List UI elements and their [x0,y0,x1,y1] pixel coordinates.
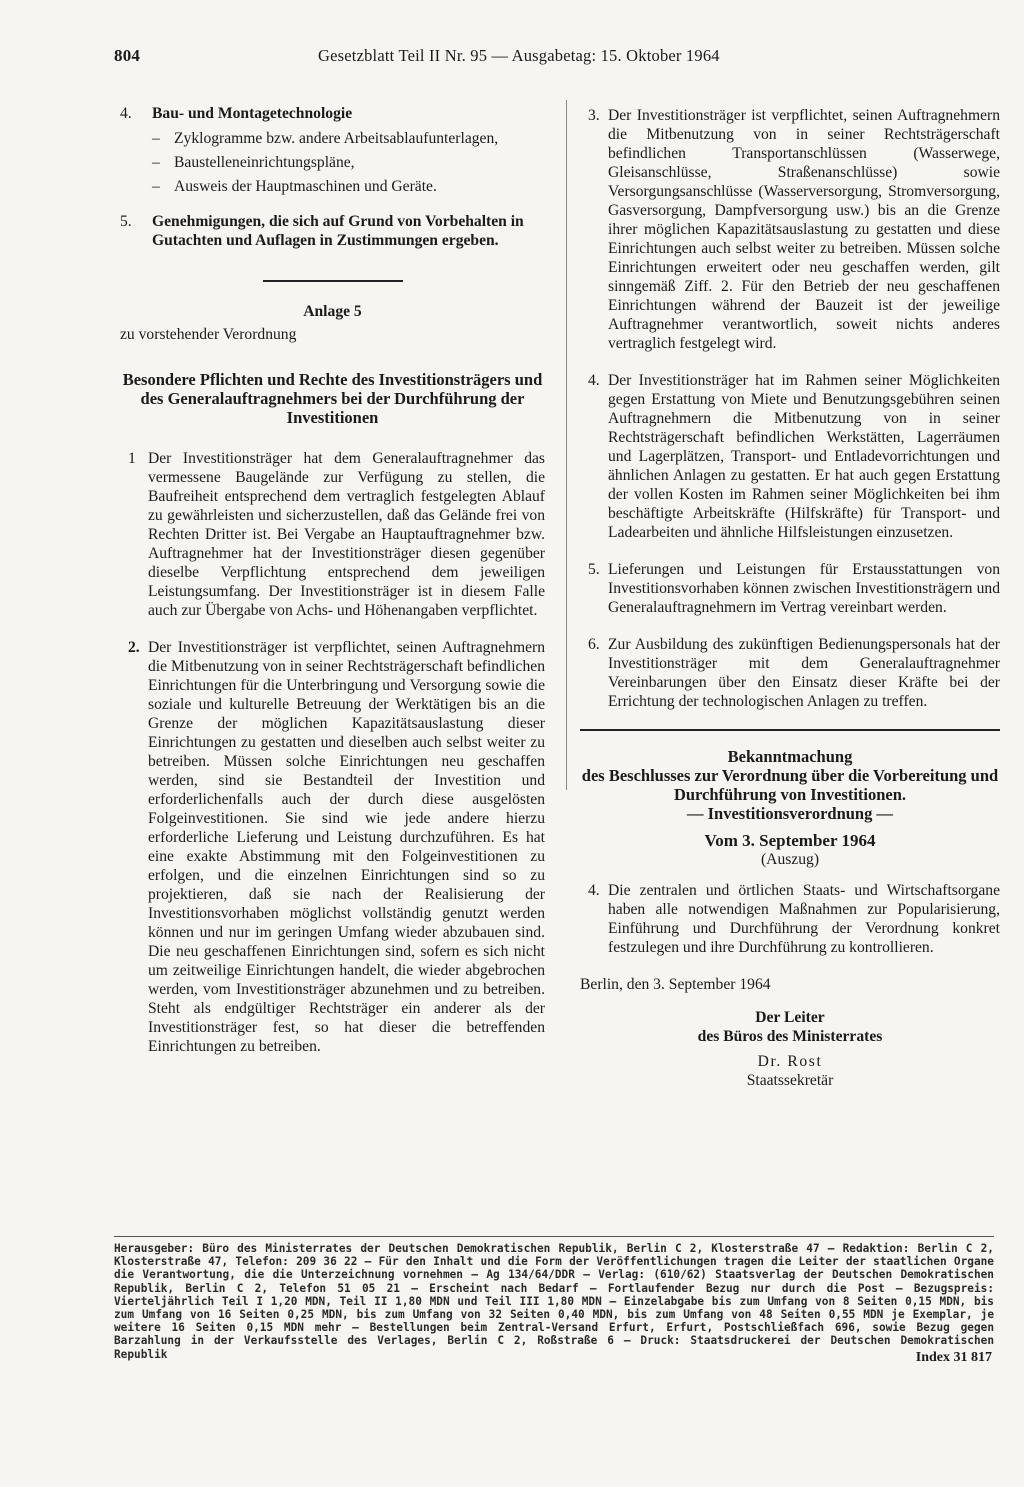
left-column [120,104,545,1074]
item-number: 4. [120,105,132,122]
item-text: Genehmigungen, die sich auf Grund von Vorbehalten in Gutachten und Auflagen in Zustimmungen ergeben. [152,213,524,249]
paragraph-2 [120,638,545,1056]
paragraph-3 [580,106,1000,353]
annex-subtitle: zu vorstehender Verordnung [120,326,297,343]
list-item: – Baustelleneinrichtungspläne, [152,153,545,172]
item-number: 5. [120,213,132,230]
announcement-excerpt-note: (Auszug) [760,851,820,868]
paragraph-number: 3. [588,107,600,124]
paragraph-text: Der Investitionsträger hat im Rahmen seiner Möglichkeiten gegen Erstattung von Miete und Benutzungsgebühren seinen Auftragnehmern die Mitbenutzung von in seiner Rechtsträgerschaft befindlichen Werkstätten, Lagerräumen und Lagerplätzen, Transport- und Entladevorrichtungen und ähnlichen Anlagen zu gestatten. Er hat auch gegen Erstattung der vollen Kosten im Rahmen seiner Möglichkeiten bei ihm beschäftigte Arbeitskräfte (Hilfskräfte) für Transport- und Ladearbeiten und ähnliche Hilfsleistungen einzusetzen. [608,372,1000,541]
list-item-5 [120,212,545,250]
announcement-date: Vom 3. September 1964 [704,831,876,850]
paragraph-text: Die zentralen und örtlichen Staats- und Wirtschaftsorgane haben alle notwendigen Maßnahmen zur Popularisierung, Einführung und Durchführung der Verordnung konkret festzulegen und ihre Durchführung zu kontrollieren. [608,882,1000,956]
paragraph-text: Zur Ausbildung des zukünftigen Bedienungspersonals hat der Investitionsträger mit dem Generalauftragnehmer Vereinbarungen über den Einsatz dieser Kräfte bei der Errichtung der technologischen Anlagen zu treffen. [608,636,1000,710]
paragraph-text: Der Investitionsträger ist verpflichtet, seinen Auftragnehmern die Mitbenutzung von in seiner Rechtsträgerschaft befindlichen Einrichtungen für die Unterbringung und Versorgung sowie die soziale und kulturelle Betreuung der Werktätigen bis an die Grenze der möglichen Kapazitätsauslastung dieser Einrichtungen zu gestatten und dieselben auch selbst weiter zu betreiben. Müssen solche Einrichtungen neu geschaffen werden, sind sie Bestandteil der Investition und erforderlichenfalls auch der durch diese ausgelösten Folgeinvestitionen. Sie sind wie jede andere hierzu erforderliche Lieferung und Leistung durchzuführen. Es hat eine exakte Abstimmung mit den Folgeinvestitionen zu erfolgen, und die einzelnen Einrichtungen sind so zu projektieren, daß sie nach der Realisierung der Investitionsvorhaben möglichst vollständig genutzt werden können und nur im geringen Umfang wieder abzubauen sind. Die neu geschaffenen Einrichtungen sind, sofern es sich nicht um zeitweilige Einrichtungen handelt, die wieder abgebrochen werden, vom Investitionsträger abzunehmen und zu betreiben. Steht als endgültiger Rechtsträger ein anderer als der Investitionsträger fest, so hat dieser die betreffenden Einrichtungen zu betreiben. [148,639,545,1055]
item-title: Bau- und Montagetechnologie [152,105,353,122]
signer-office: des Büros des Ministerrates [697,1028,883,1045]
signer-title: Der Leiter [755,1009,825,1026]
publisher-imprint: Herausgeber: Büro des Ministerrates der Deutschen Demokratischen Republik, Berlin C 2, Klosterstraße 47 – Redaktion: Berlin C 2, Klosterstraße 47, Telefon: 209 36 22 – Für den Inhalt und die Form der Veröffentlichungen tragen die Leiter der staatlichen Organe die Verantwortung, die die Unterzeichnung vornehmen – Ag 134/64/DDR – Verlag: (610/62) Staatsverlag der Deutschen Demokratischen Republik, Berlin C 2, Telefon 51 05 21 – Erscheint nach Bedarf – Fortlaufender Bezug nur durch die Post – Bezugspreis: Vierteljährlich Teil I 1,20 MDN, Teil II 1,80 MDN und Teil III 1,80 MDN – Einzelabgabe bis zum Umfang von 8 Seiten 0,15 MDN, bis zum Umfang von 16 Seiten 0,25 MDN, bis zum Umfang von 32 Seiten 0,40 MDN, bis zum Umfang von 48 Seiten 0,55 MDN je Exemplar, je weitere 16 Seiten 0,15 MDN mehr – Bestellungen beim Zentral-Versand Erfurt, Erfurt, Postschließfach 696, sowie Bezug gegen Barzahlung in der Verkaufsstelle des Verlages, Berlin C 2, Roßstraße 6 – Druck: Staatsdruckerei der Deutschen Demokratischen Republik [114,1242,994,1361]
section-heading: Besondere Pflichten und Rechte des Investitionsträgers und des Generalauftragnehmers bei der Durchführung der Investitionen [122,370,543,427]
section-divider [263,280,403,282]
announcement-title: Bekanntmachung [727,747,853,766]
paragraph-number: 4. [588,882,600,899]
right-column [580,106,1000,1090]
column-divider [566,100,567,790]
footer-divider [114,1236,994,1237]
page-header [114,46,814,72]
signer-role: Staatssekretär [746,1072,834,1089]
announcement-item-4 [580,881,1000,957]
paragraph-number: 5. [588,561,600,578]
gazette-title: Gesetzblatt Teil II Nr. 95 — Ausgabetag: 15. Oktober 1964 [318,46,720,65]
paragraph-6 [580,635,1000,711]
list-item: – Zyklogramme bzw. andere Arbeitsablaufunterlagen, [152,129,545,148]
paragraph-number: 1 [128,450,136,467]
announcement-subject: des Beschlusses zur Verordnung über die Vorbereitung und Durchführung von Investitionen. [581,766,999,804]
section-divider [580,729,1000,731]
paragraph-text: Lieferungen und Leistungen für Erstausstattungen von Investitionsvorhaben können zwischen Investitionsträgern und Generalauftragnehmern im Vertrag vereinbart werden. [608,561,1000,616]
index-number: Index 31 817 [915,1350,992,1365]
place-and-date: Berlin, den 3. September 1964 [580,976,771,993]
annex-title: Anlage 5 [303,303,362,320]
paragraph-text: Der Investitionsträger ist verpflichtet, seinen Auftragnehmern die Mitbenutzung von in seiner Rechtsträgerschaft befindlichen Transportanschlüssen (Wasserwege, Gleisanschlüsse, Straßenanschlüsse) sowie Versorgungsanschlüsse (Wasserversorgung, Stromversorgung, Gasversorgung, Dampfversorgung usw.) bis an die Grenze ihrer möglichen Kapazitätsauslastung zu gestatten und diese Einrichtungen auch selbst weiter zu betreiben. Müssen solche Einrichtungen erweitert oder neu geschaffen werden, gilt sinngemäß Ziff. 2. Für den Betrieb der neu geschaffenen Einrichtungen während der Bauzeit ist der jeweilige Auftragnehmer verantwortlich, soweit nichts anderes vertraglich festgelegt wird. [608,107,1000,352]
paragraph-text: Der Investitionsträger hat dem Generalauftragnehmer das vermessene Baugelände zur Verfügung zu stellen, die Baufreiheit entsprechend dem vertraglich festgelegten Ablauf zu gewährleisten und sicherzustellen, daß das Gelände frei von Rechten Dritter ist. Bei Vergabe an Hauptauftragnehmer bzw. Auftragnehmer hat der Investitionsträger diesen gegenüber dieselbe Verpflichtung entsprechend dem jeweiligen Leistungsumfang. Der Investitionsträger ist in diesem Falle auch zur Übergabe von Achs- und Höhenangaben verpflichtet. [148,450,545,619]
paragraph-number: 4. [588,372,600,389]
paragraph-4 [580,371,1000,542]
announcement-short-title: — Investitionsverordnung — [687,804,893,823]
dash-list [152,129,545,196]
page-number: 804 [114,46,141,65]
paragraph-1 [120,449,545,620]
announcement-heading [580,747,1000,823]
paragraph-number: 6. [588,636,600,653]
paragraph-number: 2. [128,639,140,656]
paragraph-5 [580,560,1000,617]
list-item-4 [120,104,545,196]
signer-name: Dr. Rost [757,1053,823,1070]
list-item: – Ausweis der Hauptmaschinen und Geräte. [152,177,545,196]
